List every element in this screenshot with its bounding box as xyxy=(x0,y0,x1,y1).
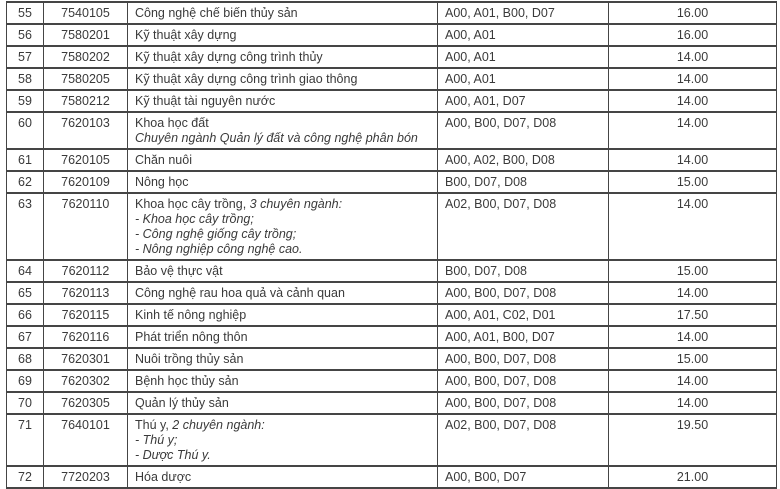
row-number-cell: 66 xyxy=(7,304,44,326)
table-row xyxy=(7,171,777,193)
major-code-cell: 7620112 xyxy=(44,260,128,282)
major-name-cell xyxy=(128,304,438,326)
major-name-line xyxy=(135,286,430,301)
major-name-line xyxy=(135,396,430,411)
major-sub-line: - Nông nghiệp công nghệ cao. xyxy=(135,241,303,256)
major-name: Kỹ thuật tài nguyên nước xyxy=(135,93,276,108)
score-cell: 14.00 xyxy=(609,326,777,348)
major-name-line xyxy=(135,6,430,21)
major-name: Chăn nuôi xyxy=(135,152,192,167)
row-number-cell: 55 xyxy=(7,2,44,24)
score-cell: 16.00 xyxy=(609,2,777,24)
row-number-cell: 72 xyxy=(7,466,44,488)
major-code-cell: 7620113 xyxy=(44,282,128,304)
score-cell: 14.00 xyxy=(609,282,777,304)
major-name: Công nghệ chế biến thủy sản xyxy=(135,5,298,20)
subject-combos-cell: A00, B00, D07, D08 xyxy=(438,112,609,149)
major-name-cell xyxy=(128,326,438,348)
table-row xyxy=(7,304,777,326)
major-code-cell: 7620110 xyxy=(44,193,128,260)
major-name-line xyxy=(135,374,430,389)
major-sub-line: - Dược Thú y. xyxy=(135,447,211,462)
major-name-line xyxy=(135,330,430,345)
row-number-cell: 59 xyxy=(7,90,44,112)
major-name: Phát triển nông thôn xyxy=(135,329,248,344)
row-number-cell: 69 xyxy=(7,370,44,392)
score-cell: 15.00 xyxy=(609,260,777,282)
major-code-cell: 7720203 xyxy=(44,466,128,488)
major-name-cell xyxy=(128,348,438,370)
major-code-cell: 7620115 xyxy=(44,304,128,326)
major-name: Thú y, xyxy=(135,417,173,432)
row-number-cell: 56 xyxy=(7,24,44,46)
row-number-cell: 71 xyxy=(7,414,44,466)
score-cell: 14.00 xyxy=(609,370,777,392)
subject-combos-cell: A00, A01, C02, D01 xyxy=(438,304,609,326)
table-row xyxy=(7,348,777,370)
table-row xyxy=(7,193,777,260)
major-code-cell: 7620109 xyxy=(44,171,128,193)
score-cell: 14.00 xyxy=(609,112,777,149)
subject-combos-cell: B00, D07, D08 xyxy=(438,171,609,193)
major-code-cell: 7580212 xyxy=(44,90,128,112)
major-name-cell xyxy=(128,414,438,466)
major-name: Nuôi trồng thủy sản xyxy=(135,351,244,366)
subject-combos-cell: A00, A01 xyxy=(438,68,609,90)
major-name-line xyxy=(135,470,430,485)
major-name-line xyxy=(135,175,430,190)
table-row xyxy=(7,414,777,466)
subject-combos-cell: A00, A01, B00, D07 xyxy=(438,2,609,24)
major-name: Nông học xyxy=(135,174,189,189)
table-row xyxy=(7,466,777,488)
table-row xyxy=(7,90,777,112)
row-number-cell: 61 xyxy=(7,149,44,171)
major-name-line xyxy=(135,72,430,87)
subject-combos-cell: A00, A01, D07 xyxy=(438,90,609,112)
major-name-cell xyxy=(128,24,438,46)
score-cell: 14.00 xyxy=(609,392,777,414)
major-name-line xyxy=(135,50,430,65)
row-number-cell: 58 xyxy=(7,68,44,90)
major-code-cell: 7620305 xyxy=(44,392,128,414)
subject-combos-cell: A02, B00, D07, D08 xyxy=(438,193,609,260)
table-row xyxy=(7,2,777,24)
major-code-cell: 7620301 xyxy=(44,348,128,370)
major-code-cell: 7640101 xyxy=(44,414,128,466)
major-name-cell xyxy=(128,112,438,149)
subject-combos-cell: B00, D07, D08 xyxy=(438,260,609,282)
subject-combos-cell: A00, B00, D07, D08 xyxy=(438,370,609,392)
major-name-line xyxy=(135,418,430,433)
major-name: Quản lý thủy sản xyxy=(135,395,229,410)
row-number-cell: 65 xyxy=(7,282,44,304)
row-number-cell: 62 xyxy=(7,171,44,193)
major-name-line xyxy=(135,308,430,323)
table-row xyxy=(7,392,777,414)
major-name-line xyxy=(135,264,430,279)
score-cell: 15.00 xyxy=(609,171,777,193)
major-name: Kinh tế nông nghiệp xyxy=(135,307,247,322)
major-name-cell xyxy=(128,46,438,68)
subject-combos-cell: A00, B00, D07, D08 xyxy=(438,392,609,414)
admission-scores-page xyxy=(0,1,780,484)
row-number-cell: 70 xyxy=(7,392,44,414)
score-cell: 14.00 xyxy=(609,68,777,90)
table-row xyxy=(7,149,777,171)
major-code-cell: 7620302 xyxy=(44,370,128,392)
major-sub-line: Chuyên ngành Quản lý đất và công nghệ phân bón xyxy=(135,130,418,145)
table-row xyxy=(7,326,777,348)
major-code-cell: 7580201 xyxy=(44,24,128,46)
table-row xyxy=(7,260,777,282)
major-name: Hóa dược xyxy=(135,469,192,484)
score-cell: 14.00 xyxy=(609,193,777,260)
table-row xyxy=(7,68,777,90)
major-name-line xyxy=(135,153,430,168)
major-name-cell xyxy=(128,370,438,392)
major-name-note: 2 chuyên ngành: xyxy=(172,417,265,432)
major-name-note: 3 chuyên ngành: xyxy=(249,196,343,211)
row-number-cell: 60 xyxy=(7,112,44,149)
major-name-cell xyxy=(128,282,438,304)
row-number-cell: 68 xyxy=(7,348,44,370)
major-name-cell xyxy=(128,68,438,90)
table-row xyxy=(7,282,777,304)
major-name: Bảo vệ thực vật xyxy=(135,263,223,278)
major-name-cell xyxy=(128,193,438,260)
table-row xyxy=(7,24,777,46)
table-row xyxy=(7,370,777,392)
row-number-cell: 67 xyxy=(7,326,44,348)
major-name-line xyxy=(135,94,430,109)
major-name: Kỹ thuật xây dựng xyxy=(135,27,237,42)
subject-combos-cell: A00, B00, D07, D08 xyxy=(438,348,609,370)
major-name-line xyxy=(135,352,430,367)
score-cell: 14.00 xyxy=(609,46,777,68)
major-name-cell xyxy=(128,171,438,193)
major-code-cell: 7580202 xyxy=(44,46,128,68)
subject-combos-cell: A00, A01 xyxy=(438,46,609,68)
score-cell: 19.50 xyxy=(609,414,777,466)
major-name-cell xyxy=(128,149,438,171)
subject-combos-cell: A00, A02, B00, D08 xyxy=(438,149,609,171)
major-code-cell: 7580205 xyxy=(44,68,128,90)
admission-scores-table xyxy=(6,1,777,489)
major-sub-line: - Công nghệ giống cây trồng; xyxy=(135,226,297,241)
score-cell: 15.00 xyxy=(609,348,777,370)
major-name: Khoa học đất xyxy=(135,115,209,130)
major-name: Kỹ thuật xây dựng công trình giao thông xyxy=(135,71,358,86)
major-name-cell xyxy=(128,392,438,414)
major-name: Khoa học cây trồng, xyxy=(135,196,250,211)
major-name-line xyxy=(135,116,430,131)
major-code-cell: 7620103 xyxy=(44,112,128,149)
major-name: Kỹ thuật xây dựng công trình thủy xyxy=(135,49,323,64)
score-cell: 14.00 xyxy=(609,90,777,112)
score-cell: 14.00 xyxy=(609,149,777,171)
row-number-cell: 63 xyxy=(7,193,44,260)
score-cell: 21.00 xyxy=(609,466,777,488)
major-code-cell: 7620116 xyxy=(44,326,128,348)
subject-combos-cell: A00, B00, D07, D08 xyxy=(438,282,609,304)
major-name-line xyxy=(135,197,430,212)
major-name-cell xyxy=(128,2,438,24)
major-sub-line: - Khoa học cây trồng; xyxy=(135,211,254,226)
major-name-cell xyxy=(128,466,438,488)
major-sub-line: - Thú y; xyxy=(135,432,178,447)
major-name-cell xyxy=(128,260,438,282)
major-name: Công nghệ rau hoa quả và cảnh quan xyxy=(135,285,345,300)
major-code-cell: 7620105 xyxy=(44,149,128,171)
subject-combos-cell: A00, A01, B00, D07 xyxy=(438,326,609,348)
table-row xyxy=(7,46,777,68)
subject-combos-cell: A02, B00, D07, D08 xyxy=(438,414,609,466)
row-number-cell: 64 xyxy=(7,260,44,282)
major-name-cell xyxy=(128,90,438,112)
table-row xyxy=(7,112,777,149)
major-name: Bệnh học thủy sản xyxy=(135,373,239,388)
row-number-cell: 57 xyxy=(7,46,44,68)
major-name-line xyxy=(135,28,430,43)
score-cell: 16.00 xyxy=(609,24,777,46)
score-cell: 17.50 xyxy=(609,304,777,326)
subject-combos-cell: A00, A01 xyxy=(438,24,609,46)
major-code-cell: 7540105 xyxy=(44,2,128,24)
subject-combos-cell: A00, B00, D07 xyxy=(438,466,609,488)
